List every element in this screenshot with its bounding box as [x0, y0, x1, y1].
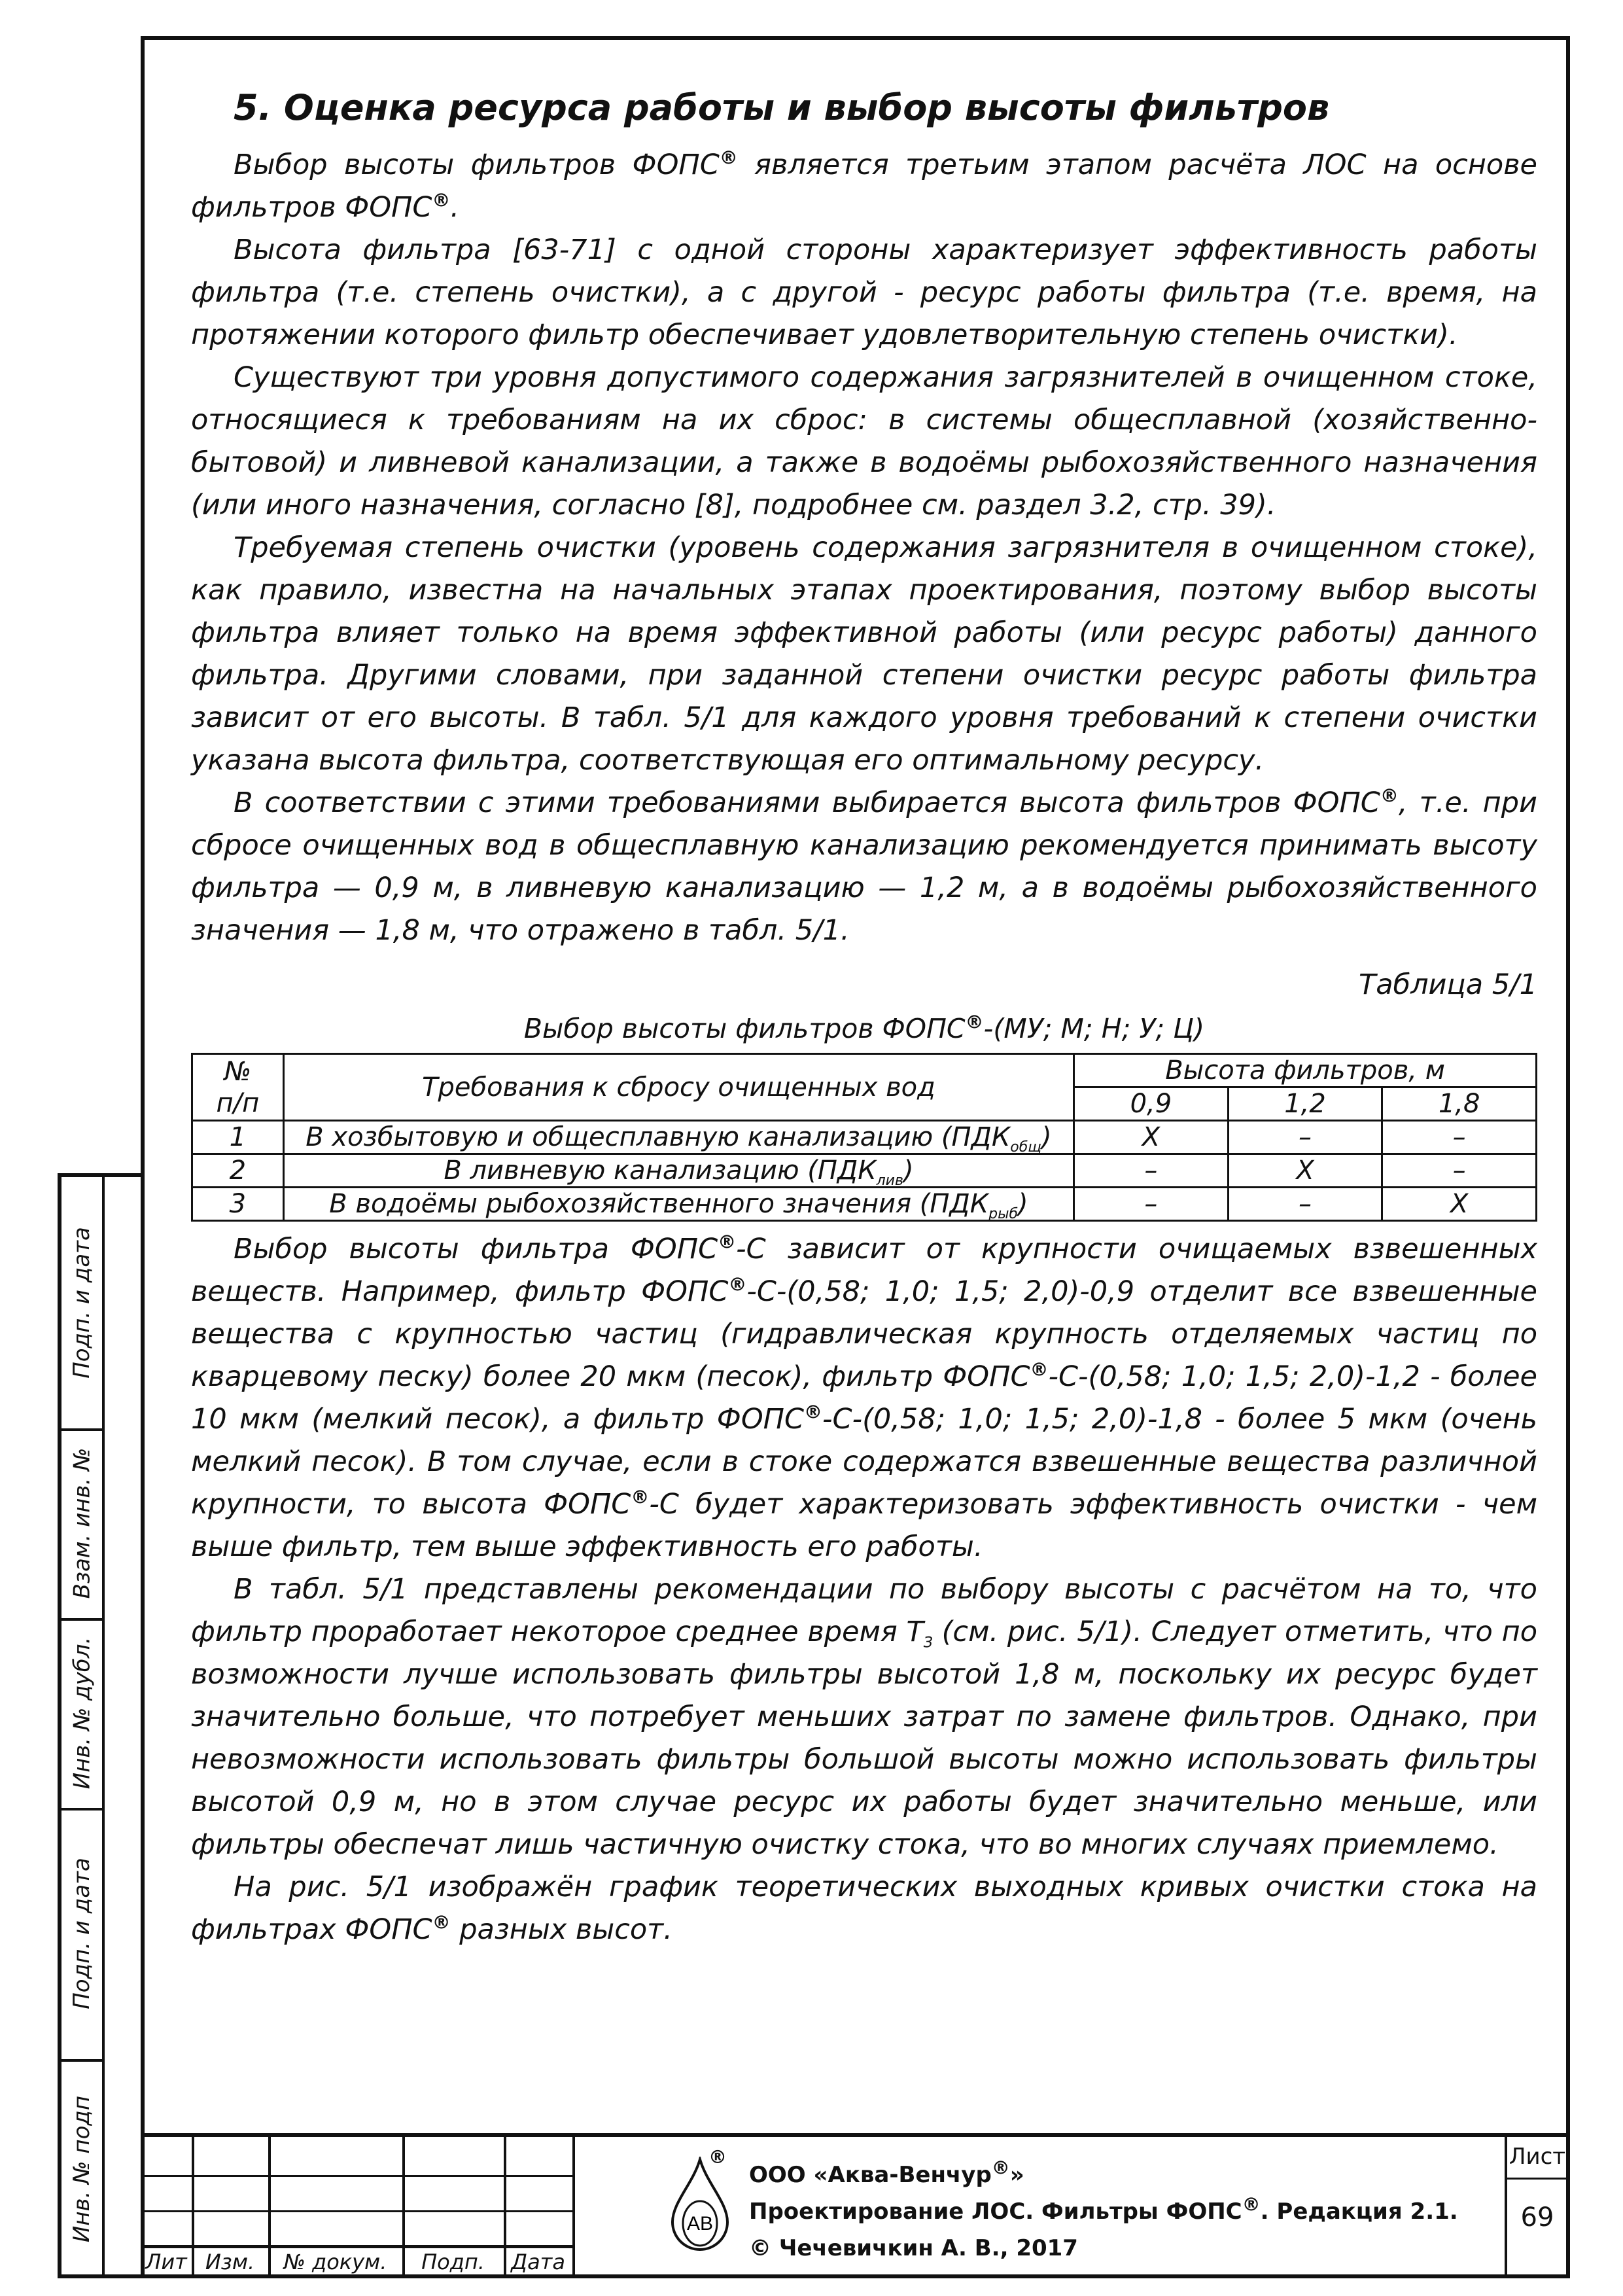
table-number: Таблица 5/1: [1358, 968, 1537, 1001]
row-requirement: В водоёмы рыбохозяйственного значения $(ПДК_{рыб})$: [283, 1188, 1073, 1221]
paragraph-3: Существуют три уровня допустимого содержания загрязнителей в очищенном стоке, относящиеся к требованиям на их сброс: в системы общесплавной (хозяйственно-бытовой) и ливневой канализации, а также в водоёмы рыбохозяйственного назначения (или иного назначения, согласно [8], подробнее см. раздел 3.2, стр. 39).: [191, 361, 1537, 521]
row-cell: X: [1382, 1188, 1537, 1221]
side-label-signature-date: Подп. и дата: [69, 1227, 96, 1379]
header-requirement: Требования к сбросу очищенных вод: [283, 1054, 1073, 1121]
side-label-original-inv: Инв. № подп: [69, 2095, 96, 2242]
stamp-signature: Подп.: [421, 2250, 485, 2274]
section-title: 5. Оценка ресурса работы и выбор высоты фильтров: [234, 87, 1330, 128]
table-row: [192, 1154, 1537, 1188]
header-height-value: 1,8: [1382, 1087, 1537, 1121]
side-label-replacement-inv: Взам. инв. №: [69, 1447, 96, 1599]
header-height-value: 0,9: [1074, 1087, 1229, 1121]
row-cell: –: [1228, 1188, 1382, 1221]
row-cell: –: [1228, 1121, 1382, 1154]
table-row: [192, 1121, 1537, 1154]
paragraph-1: Выбор высоты фильтров ФОПС® является третьим этапом расчёта ЛОС на основе фильтров ФОПС®.: [191, 147, 1537, 224]
header-height: Высота фильтров, м: [1074, 1054, 1537, 1087]
row-cell: –: [1382, 1121, 1537, 1154]
row-cell: X: [1074, 1121, 1229, 1154]
table-title: Выбор высоты фильтров ФОПС®-(МУ; М; Н; У; Ц): [523, 1011, 1205, 1044]
header-number: № п/п: [192, 1054, 284, 1121]
row-number: 3: [192, 1188, 284, 1221]
logo-registered-mark: ®: [708, 2146, 727, 2168]
aqua-venture-logo-icon: [667, 2157, 733, 2255]
paragraph-8: На рис. 5/1 изображён график теоретических выходных кривых очистки стока на фильтрах ФОПС® разных высот.: [191, 1871, 1537, 1946]
row-requirement: В ливневую канализацию $(ПДК_{лив})$: [283, 1154, 1073, 1188]
row-cell: X: [1228, 1154, 1382, 1188]
stamp-lit: Лит: [145, 2250, 187, 2274]
height-selection-table: [191, 1053, 1537, 1222]
stamp-date: Дата: [511, 2250, 565, 2274]
table-row: [192, 1188, 1537, 1221]
row-cell: –: [1074, 1154, 1229, 1188]
row-number: 1: [192, 1121, 284, 1154]
row-cell: –: [1382, 1154, 1537, 1188]
logo-letters: АВ: [686, 2213, 714, 2234]
stamp-doc-number: № докум.: [283, 2250, 387, 2274]
title-block: [141, 2133, 1570, 2278]
header-height-value: 1,2: [1228, 1087, 1382, 1121]
page-content: [191, 85, 1537, 1951]
stamp-izm: Изм.: [205, 2250, 255, 2274]
paragraph-7: В табл. 5/1 представлены рекомендации по выбору высоты с расчётом на то, что фильтр проработает некоторое среднее время $Т_З$ (см. рис. 5/1). Следует отметить, что по возможности лучше использовать фильтры высотой 1,8 м, поскольку их ресурс будет значительно больше, что потребует меньших затрат по замене фильтров. Однако, при невозможности использовать фильтры большой высоты можно использовать фильтры высотой 0,9 м, но в этом случае ресурс их работы будет значительно меньше, или фильтры обеспечат лишь частичную очистку стока, что во многих случаях приемлемо.: [191, 1573, 1537, 1861]
row-requirement: В хозбытовую и общесплавную канализацию $(ПДК_{общ})$: [283, 1121, 1073, 1154]
sheet-number: 69: [1520, 2202, 1554, 2233]
paragraph-5: В соответствии с этими требованиями выбирается высота фильтров ФОПС®, т.е. при сбросе очищенных вод в общесплавную канализацию рекомендуется принимать высоту фильтра — 0,9 м, в ливневую канализацию — 1,2 м, а в водоёмы рыбохозяйственного значения — 1,8 м, что отражено в табл. 5/1.: [191, 785, 1537, 947]
side-label-signature-date-2: Подп. и дата: [69, 1858, 96, 2009]
side-label-dup-inv: Инв. № дубл.: [69, 1636, 95, 1790]
side-stamp: [58, 1173, 141, 2278]
sheet-label: Лист: [1509, 2144, 1566, 2170]
paragraph-4: Требуемая степень очистки (уровень содержания загрязнителя в очищенном стоке), как правило, известна на начальных этапах проектирования, поэтому выбор высоты фильтра влияет только на время эффективной работы (или ресурс работы) данного фильтра. Другими словами, при заданной степени очистки ресурс работы фильтра зависит от его высоты. В табл. 5/1 для каждого уровня требований к степени очистки указана высота фильтра, соответствующая его оптимальному ресурсу.: [191, 531, 1537, 777]
paragraph-2: Высота фильтра [63-71] с одной стороны характеризует эффективность работы фильтра (т.е. степень очистки), а с другой - ресурс работы фильтра (т.е. время, на протяжении которого фильтр обеспечивает удовлетворительную степень очистки).: [191, 234, 1537, 351]
paragraph-6: Выбор высоты фильтра ФОПС®-С зависит от крупности очищаемых взвешенных веществ. Например, фильтр ФОПС®-С-(0,58; 1,0; 1,5; 2,0)-0,9 отделит все взвешенные вещества с крупностью частиц (гидравлическая крупность отделяемых частиц по кварцевому песку) более 20 мкм (песок), фильтр ФОПС®-С-(0,58; 1,0; 1,5; 2,0)-1,2 - более 10 мкм (мелкий песок), а фильтр ФОПС®-С-(0,58; 1,0; 1,5; 2,0)-1,8 - более 5 мкм (очень мелкий песок). В том случае, если в стоке содержатся взвешенные вещества различной крупности, то высота ФОПС®-С будет характеризовать эффективность очистки - чем выше фильтр, тем выше эффективность его работы.: [191, 1231, 1538, 1563]
row-cell: –: [1074, 1188, 1229, 1221]
stamp-organization: ООО «Аква-Венчур®» Проектирование ЛОС. Фильтры ФОПС®. Редакция 2.1. © Чечевичкин А. В., 2017: [749, 2157, 1458, 2261]
row-number: 2: [192, 1154, 284, 1188]
